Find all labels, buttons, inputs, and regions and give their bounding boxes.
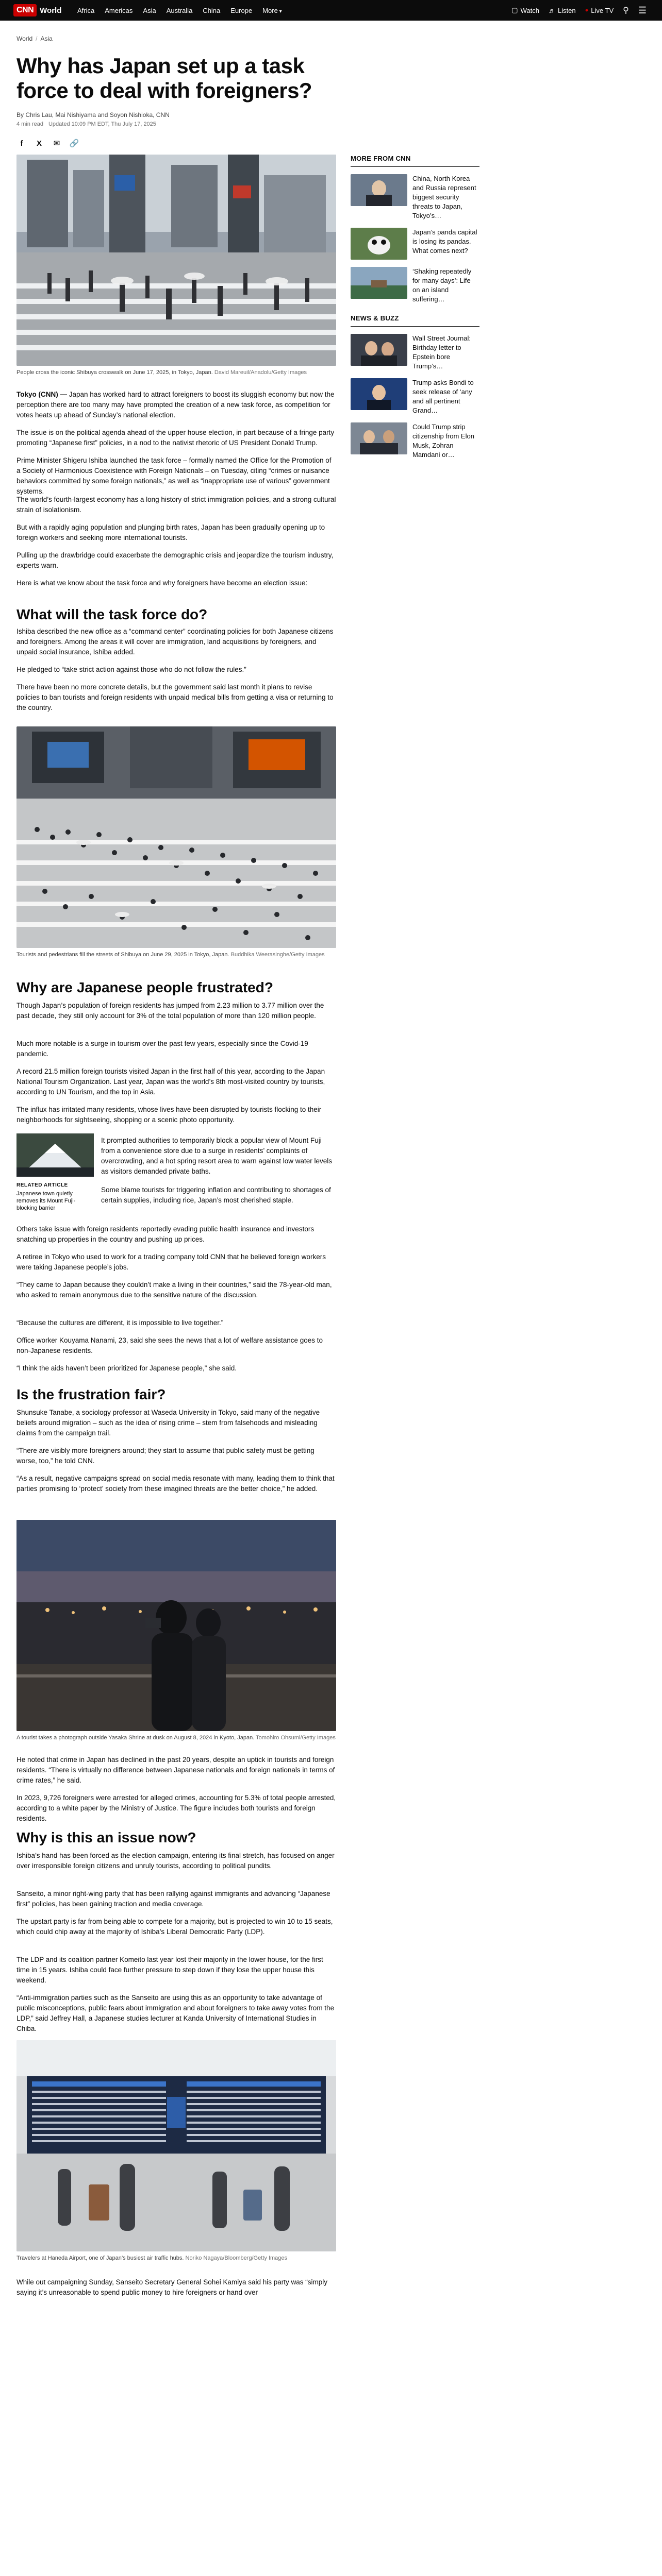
paragraph-17: Others take issue with foreign residents reportedly evading public health insurance and investors snatching up properties in the country and pushing up prices. [16, 1225, 315, 1243]
byline: By Chris Lau, Mai Nishiyama and Soyon Nishioka, CNN [16, 111, 170, 118]
nav-asia[interactable]: Asia [143, 6, 156, 14]
paragraph-22: “I think the aids haven’t been prioritized for Japanese people,” she said. [16, 1364, 237, 1372]
paragraph-33: While out campaigning Sunday, Sanseito Secretary General Sohei Kamiya said his party was “simply saying it’s unreasonable to spend public money to hire foreigners or hand over [16, 2278, 328, 2296]
x-icon[interactable]: X [36, 139, 42, 148]
paragraph-20: “Because the cultures are different, it is impossible to live together.” [16, 1319, 224, 1327]
rail-thumbnail [351, 422, 407, 454]
paragraph-6: Pulling up the drawbridge could exacerbate the demographic crisis and jeopardize the tourism industry, experts warn. [16, 551, 334, 569]
email-icon[interactable]: ✉ [53, 139, 60, 148]
nav-americas[interactable]: Americas [105, 6, 133, 14]
section-heading-frustrated: Why are Japanese people frustrated? [16, 979, 273, 995]
paragraph-4: The world’s fourth-largest economy has a long history of strict immigration policies, and a strong cultural strain of isolationism. [16, 496, 336, 514]
news-and-buzz-rail [351, 314, 479, 460]
rail-item-title[interactable]: China, North Korea and Russia represent biggest security threats to Japan, Tokyo’s… [412, 175, 476, 219]
live-tv-button[interactable] [585, 7, 614, 14]
link-icon[interactable]: 🔗 [69, 139, 79, 148]
rail-item-title[interactable]: Trump asks Bondi to seek release of ‘any and all pertinent Grand… [412, 379, 474, 414]
haneda-credit: Noriko Nagaya/Bloomberg/Getty Images [185, 2255, 288, 2261]
paragraph-9: He pledged to “take strict action against those who do not follow the rules.” [16, 666, 246, 673]
watch-label: Watch [520, 6, 539, 14]
updated-timestamp: Updated 10:09 PM EDT, Thu July 17, 2025 [48, 121, 156, 127]
facebook-icon[interactable]: f [20, 139, 23, 148]
more-from-cnn-item[interactable] [351, 228, 479, 260]
dateline: Tokyo (CNN) — [16, 391, 67, 398]
related-article-card[interactable] [16, 1133, 94, 1212]
news-and-buzz-title: NEWS & BUZZ [351, 314, 479, 327]
section-heading-task-force: What will the task force do? [16, 606, 208, 622]
breadcrumb [16, 35, 53, 42]
news-and-buzz-item[interactable] [351, 334, 479, 371]
article-meta [16, 121, 156, 127]
paragraph-1 [16, 389, 336, 420]
section-heading-fair: Is the frustration fair? [16, 1386, 166, 1402]
hamburger-menu-icon[interactable]: ☰ [638, 5, 647, 15]
related-article-thumbnail [16, 1133, 94, 1177]
read-time: 4 min read [16, 121, 43, 127]
watch-button[interactable] [511, 6, 539, 14]
section-nav [77, 0, 282, 21]
header-tools [511, 0, 647, 21]
paragraph-28: Ishiba’s hand has been forced as the election campaign, entering its final stretch, has focused on anger over irresponsible foreign citizens and unruly tourists, according to political pundits. [16, 1852, 335, 1870]
cnn-logo-box: CNN [13, 4, 37, 16]
paragraph-24: “There are visibly more foreigners around; they start to assume that public safety must be getting worse, too,” he told CNN. [16, 1447, 315, 1465]
more-from-cnn-item[interactable] [351, 174, 479, 221]
paragraph-21: Office worker Kouyama Nanami, 23, said she sees the news that a lot of welfare assistance goes to non-Japanese residents. [16, 1336, 323, 1354]
hero-caption-text: People cross the iconic Shibuya crosswalk on June 17, 2025, in Tokyo, Japan. [16, 369, 213, 376]
haneda-caption-text: Travelers at Haneda Airport, one of Japan’s busiest air traffic hubs. [16, 2255, 184, 2261]
live-tv-label: Live TV [591, 6, 614, 14]
edition-label: World [40, 6, 62, 15]
paragraph-18: A retiree in Tokyo who used to work for a trading company told CNN that he believed foreign workers were taking Japanese people’s jobs. [16, 1253, 326, 1271]
kyoto-credit: Tomohiro Ohsumi/Getty Images [256, 1735, 336, 1741]
share-bar [16, 138, 79, 148]
nav-europe[interactable]: Europe [230, 6, 253, 14]
paragraph-29: Sanseito, a minor right-wing party that has been rallying against immigrants and advancing “Japanese first” policies, has been gaining traction and media coverage. [16, 1890, 330, 1908]
shibuya-caption-text: Tourists and pedestrians fill the streets of Shibuya on June 29, 2025 in Tokyo, Japan. [16, 952, 229, 958]
shibuya-crowd-image [16, 726, 336, 948]
hero-caption [16, 369, 336, 377]
rail-item-title[interactable]: ‘Shaking repeatedly for many days’: Life on an island suffering… [412, 267, 472, 303]
kyoto-tourist-image [16, 1520, 336, 1731]
listen-label: Listen [557, 6, 576, 14]
page-title: Why has Japan set up a task force to deal with foreigners? [16, 54, 312, 103]
shibuya-credit: Buddhika Weerasinghe/Getty Images [230, 952, 325, 958]
shibuya-caption [16, 951, 336, 959]
breadcrumb-separator: / [36, 35, 38, 42]
haneda-airport-image [16, 2040, 336, 2251]
haneda-caption [16, 2255, 336, 2262]
related-article-label: RELATED ARTICLE [16, 1182, 68, 1188]
paragraph-26: He noted that crime in Japan has declined in the past 20 years, despite an uptick in tourists and foreign residents. “There is virtually no difference between Japanese nationals and foreign nationals in terms of crime rates,” he said. [16, 1756, 335, 1784]
kyoto-caption-text: A tourist takes a photograph outside Yasaka Shrine at dusk on August 8, 2024 in Kyoto, Japan. [16, 1735, 255, 1741]
cnn-logo[interactable] [13, 3, 61, 18]
headphones-icon: ♬ [548, 6, 555, 14]
paragraph-2: The issue is on the political agenda ahead of the upper house election, in part because of a fringe party promoting “Japanese first” policies, in a nod to the nativist rhetoric of US President Donald Trump. [16, 429, 335, 447]
rail-item-title[interactable]: Could Trump strip citizenship from Elon Musk, Zohran Mamdani or… [412, 423, 474, 459]
more-from-cnn-item[interactable] [351, 267, 479, 304]
paragraph-16: Some blame tourists for triggering inflation and contributing to shortages of certain supplies, including rice, Japan’s most cherished staple. [101, 1186, 331, 1204]
paragraph-1-text: Japan has worked hard to attract foreigners to boost its sluggish economy but now the perception there are too many may have prompted the creation of a new task force, as competition for votes heats up ahead of Sunday’s national election. [16, 391, 335, 419]
rail-thumbnail [351, 378, 407, 410]
paragraph-15: It prompted authorities to temporarily block a popular view of Mount Fuji from a convenience store due to a surge in residents’ complaints of overcrowding, and a hot spring resort area to warn against low water levels as visitors demanded private baths. [101, 1137, 332, 1175]
rail-thumbnail [351, 267, 407, 299]
related-article-title[interactable]: Japanese town quietly removes its Mount Fuji-blocking barrier [16, 1191, 76, 1211]
rail-thumbnail [351, 228, 407, 260]
news-and-buzz-item[interactable] [351, 422, 479, 460]
paragraph-19: “They came to Japan because they couldn’t make a living in their countries,” said the 78-year-old man, who asked to remain anonymous due to the sensitive nature of the discussion. [16, 1281, 332, 1299]
rail-item-title[interactable]: Wall Street Journal: Birthday letter to Epstein bore Trump’s… [412, 334, 471, 370]
search-icon[interactable]: ⚲ [623, 6, 629, 15]
rail-thumbnail [351, 334, 407, 366]
news-and-buzz-item[interactable] [351, 378, 479, 415]
paragraph-27: In 2023, 9,726 foreigners were arrested for alleged crimes, accounting for 5.3% of total people arrested, according to a white paper by the Ministry of Justice. The figure includes both tourists and foreign residents. [16, 1794, 336, 1822]
kyoto-caption [16, 1734, 336, 1742]
paragraph-30: The upstart party is far from being able to compete for a majority, but is projected to win 10 to 15 seats, which could chip away at the majority of Ishiba’s Liberal Democratic Party (LDP). [16, 1918, 333, 1936]
more-from-cnn-rail [351, 155, 479, 304]
paragraph-25: “As a result, negative campaigns spread on social media resonate with many, leading them to think that parties promising to ‘protect’ society from these imagined threats are the better choice,” he added. [16, 1475, 335, 1493]
nav-australia[interactable]: Australia [166, 6, 193, 14]
breadcrumb-asia[interactable]: Asia [40, 35, 53, 42]
rail-thumbnail [351, 174, 407, 206]
section-heading-why-now: Why is this an issue now? [16, 1829, 196, 1845]
paragraph-7: Here is what we know about the task force and why foreigners have become an election issue: [16, 579, 308, 587]
paragraph-32: “Anti-immigration parties such as the Sanseito are using this as an opportunity to take advantage of public misconceptions, public fears about immigration and about foreigners to take away votes from the LDP,” said Jeffrey Hall, a Japanese studies lecturer at Kanda University of International Studies in Chiba. [16, 1994, 335, 2032]
paragraph-14: The influx has irritated many residents, whose lives have been disrupted by tourists flocking to their neighborhoods for sightseeing, shopping or a scenic photo opportunity. [16, 1106, 322, 1124]
paragraph-31: The LDP and its coalition partner Komeito last year lost their majority in the lower house, for the first time in 15 years. Ishiba could face further pressure to step down if they lose the upper house this weekend. [16, 1956, 323, 1984]
hero-image [16, 155, 336, 366]
breadcrumb-world[interactable]: World [16, 35, 33, 42]
paragraph-8: Ishiba described the new office as a “command center” coordinating policies for both Japanese citizens and foreigners. Among the areas it will cover are immigration, land acquisitions by foreigners, and unpaid social insurance, Ishiba added. [16, 628, 334, 656]
paragraph-5: But with a rapidly aging population and plunging birth rates, Japan has been gradually opening up to foreign workers and seeking more international tourists. [16, 523, 325, 541]
nav-china[interactable]: China [203, 6, 221, 14]
paragraph-11: Though Japan’s population of foreign residents has jumped from 2.23 million to 3.77 million over the past decade, they still only account for 3% of the total population of more than 120 million people. [16, 1002, 324, 1020]
live-dot-icon: ● [585, 7, 589, 13]
tv-icon: ▢ [511, 6, 518, 14]
paragraph-12: Much more notable is a surge in tourism over the past few years, especially since the Covid-19 pandemic. [16, 1040, 308, 1058]
rail-item-title[interactable]: Japan’s panda capital is losing its pandas. What comes next? [412, 228, 477, 255]
paragraph-10: There have been no more concrete details, but the government said last month it plans to revise policies to ban tourists and foreign residents with unpaid medical bills from getting a visa or returning to the country. [16, 683, 334, 711]
nav-africa[interactable]: Africa [77, 6, 95, 14]
paragraph-23: Shunsuke Tanabe, a sociology professor at Waseda University in Tokyo, said many of the negative beliefs around migration – such as the idea of rising crime – stem from falsehoods and misleading claims from the campaign trail. [16, 1409, 320, 1437]
paragraph-13: A record 21.5 million foreign tourists visited Japan in the first half of this year, according to the Japan National Tourism Organization. Last year, Japan was the world’s 8th most-visited country by tourists, according to UN Tourism, and the top in Asia. [16, 1067, 325, 1096]
nav-more[interactable]: More ▾ [262, 7, 282, 14]
top-nav-bar [0, 0, 662, 21]
listen-button[interactable] [549, 7, 576, 14]
paragraph-3: Prime Minister Shigeru Ishiba launched the task force – formally named the Office for the Promotion of a Society of Harmonious Coexistence with Foreign Nationals – on Tuesday, citing “crimes or nuisance behaviors committed by some foreign nationals,” as well as “inappropriate use of various” government systems. [16, 456, 332, 495]
hero-credit: David Mareuil/Anadolu/Getty Images [214, 369, 307, 376]
more-from-cnn-title: MORE FROM CNN [351, 155, 479, 167]
